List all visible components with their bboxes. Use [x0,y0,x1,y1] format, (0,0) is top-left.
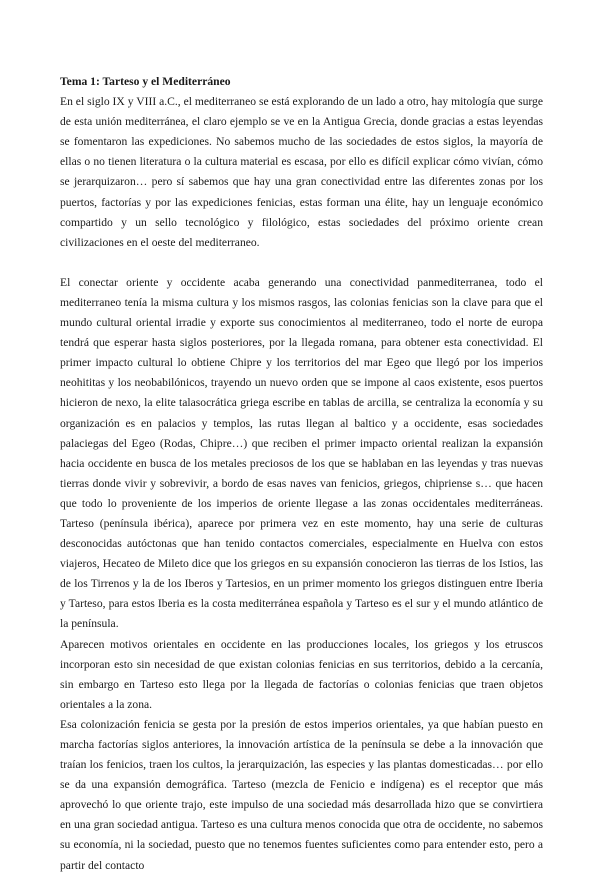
document-title: Tema 1: Tarteso y el Mediterráneo [60,75,231,88]
paragraph-intro: En el siglo IX y VIII a.C., el mediterraneo se está explorando de un lado a otro, hay mitología que surge de esta unión mediterránea, el claro ejemplo se ve en la Antigua Grecia, donde gracias a estas leyendas se fomentaron las expediciones. No sabemos mucho de las sociedades de estos siglos, la mayoría de ellas o no tienen literatura o la cultura material es escasa, por ello es difícil explicar cómo vivían, cómo se jerarquizaron… pero sí sabemos que hay una gran conectividad entre las diferentes zonas por los puertos, factorías y por las expediciones fenicias, estas forman una élite, hay un lenguaje económico compartido y un sello tecnológico y filológico, estas sociedades del próximo oriente crean civilizaciones en el oeste del mediterraneo. [60,95,543,249]
paragraph-spacer [60,253,543,273]
document-body [60,72,543,876]
paragraph-connectivity: El conectar oriente y occidente acaba generando una conectividad panmediterranea, todo el mediterraneo tenía la misma cultura y los mismos rasgos, las colonias fenicias son la clave para que el mundo cultural oriental irradie y exporte sus conocimientos al mediterraneo, todo el norte de europa tendrá que esperar hasta siglos posteriores, por la llegada romana, para obtener esta conectividad. El primer impacto cultural lo obtiene Chipre y los territorios del mar Egeo que llegó por los imperios neohititas y los neobabilónicos, trayendo un nuevo orden que se impone al caos existente, esos puertos hicieron de nexo, la elite talasocrática griega escribe en tablas de arcilla, se centraliza la economía y su organización es en palacios y templos, las rutas llegan al baltico y a occidente, esas sociedades palaciegas del Egeo (Rodas, Chipre…) que reciben el primer impacto oriental realizan la expansión hacia occidente en busca de los metales preciosos de los que se hablaban en las leyendas y tras nuevas tierras donde vivir y sobrevivir, a bordo de esas naves van fenicios, griegos, chipriense s… que hacen que todo lo proveniente de los imperios de oriente llegase a las zonas occidentales mediterráneas. Tarteso (península ibérica), aparece por primera vez en este momento, hay una serie de culturas desconocidas autóctonas que han tenido contactos comerciales, especialmente en Huelva con estos viajeros, Hecateo de Mileto dice que los griegos en su expansión conocieron las tierras de los Istios, las de los Tirrenos y la de los Iberos y Tartesios, en un primer momento los griegos distinguen entre Iberia y Tarteso, para estos Iberia es la costa mediterránea española y Tarteso es el sur y el mundo atlántico de la península. [60,275,543,631]
paragraph-oriental-motifs: Aparecen motivos orientales en occidente en las producciones locales, los griegos y los etruscos incorporan esto sin necesidad de que existan colonias fenicias en sus territorios, debido a la cercanía, sin embargo en Tarteso esto llega por la llegada de factorías o colonias fenicias que traen objetos orientales a la zona. [60,637,543,711]
paragraph-phoenician-colonization: Esa colonización fenicia se gesta por la presión de estos imperios orientales, ya que habían puesto en marcha factorías siglos anteriores, la innovación artística de la península se debe a la innovación que traían los fenicios, traen los cultos, la jerarquización, las especies y las plantas domesticadas… por ello se da una expansión demográfica. Tarteso (mezcla de Fenicio e indígena) es el receptor que más aprovechó lo que oriente trajo, este impulso de una sociedad más desarrollada hizo que se convirtiera en una gran sociedad antigua. Tarteso es una cultura menos conocida que otra de occidente, no sabemos su economía, ni la sociedad, puesto que no tenemos fuentes suficientes como para entender esto, pero a partir del contacto [60,717,543,872]
